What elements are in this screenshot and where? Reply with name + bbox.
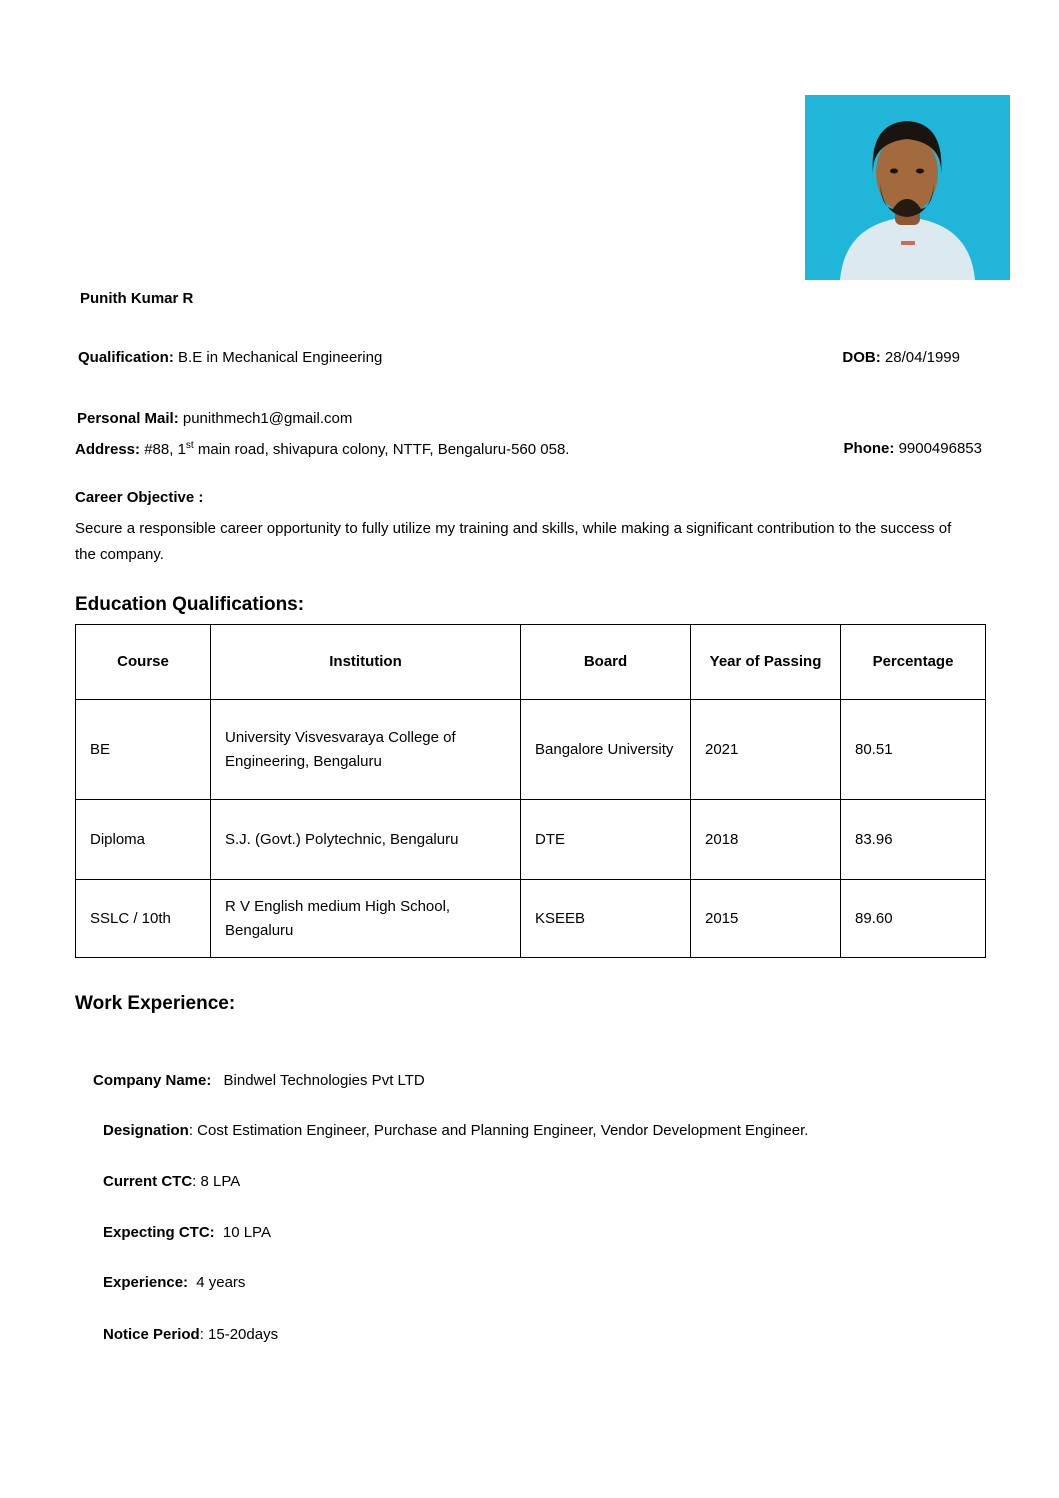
- table-header-row: [76, 625, 986, 700]
- company-name-value: Bindwel Technologies Pvt LTD: [223, 1072, 425, 1089]
- table-row: [76, 800, 986, 880]
- qualification-value: B.E in Mechanical Engineering: [178, 349, 383, 366]
- notice-period-value: : 15-20days: [199, 1326, 279, 1343]
- work-field-expecting-ctc: [103, 1224, 271, 1241]
- work-field-current-ctc: [103, 1173, 240, 1190]
- address-line: [75, 440, 569, 458]
- profile-photo-illustration: [805, 95, 1010, 280]
- table-header-year: Year of Passing: [691, 625, 841, 700]
- phone-line: [844, 440, 982, 458]
- person-eye-right: [916, 169, 924, 174]
- qualification-line: [78, 349, 382, 366]
- qualification-row: [78, 349, 960, 366]
- expecting-ctc-label: Expecting CTC:: [103, 1224, 215, 1241]
- shirt-print: [901, 241, 915, 245]
- table-row: [76, 880, 986, 958]
- cell-percentage: 80.51: [841, 700, 986, 800]
- company-name-label: Company Name:: [93, 1072, 212, 1089]
- table-row: [76, 700, 986, 800]
- person-eye-left: [890, 169, 898, 174]
- education-table-wrap: [75, 624, 986, 958]
- career-objective-heading: Career Objective :: [75, 489, 204, 506]
- cell-institution: University Visvesvaraya College of Engineering, Bengaluru: [211, 700, 521, 800]
- cell-institution: R V English medium High School, Bengaluru: [211, 880, 521, 958]
- cell-course: SSLC / 10th: [76, 880, 211, 958]
- cell-course: BE: [76, 700, 211, 800]
- education-heading: Education Qualifications:: [75, 594, 305, 615]
- education-table: [75, 624, 986, 958]
- notice-period-label: Notice Period: [103, 1326, 200, 1343]
- address-ordinal-suffix: st: [185, 440, 194, 451]
- address-label: Address:: [75, 441, 141, 458]
- cell-course: Diploma: [76, 800, 211, 880]
- personal-mail-line: [77, 410, 352, 427]
- dob-label: DOB:: [842, 349, 881, 366]
- cell-year: 2018: [691, 800, 841, 880]
- dob-line: [842, 349, 960, 366]
- phone-label: Phone:: [843, 440, 895, 457]
- table-header-institution: Institution: [211, 625, 521, 700]
- qualification-label: Qualification:: [78, 349, 174, 366]
- address-row: [75, 440, 982, 458]
- cell-year: 2021: [691, 700, 841, 800]
- address-value: #88, 1st main road, shivapura colony, NTTF, Bengaluru-560 058.: [144, 440, 570, 458]
- cell-board: KSEEB: [521, 880, 691, 958]
- table-header-percentage: Percentage: [841, 625, 986, 700]
- current-ctc-value: : 8 LPA: [192, 1173, 241, 1190]
- cell-percentage: 83.96: [841, 800, 986, 880]
- designation-label: Designation: [103, 1122, 189, 1139]
- designation-value: : Cost Estimation Engineer, Purchase and Planning Engineer, Vendor Development Engineer.: [188, 1122, 809, 1139]
- expecting-ctc-value: 10 LPA: [222, 1224, 271, 1241]
- cell-percentage: 89.60: [841, 880, 986, 958]
- work-field-company-name: [93, 1072, 425, 1089]
- table-header-course: Course: [76, 625, 211, 700]
- cell-year: 2015: [691, 880, 841, 958]
- personal-mail-label: Personal Mail:: [77, 410, 179, 427]
- work-field-notice-period: [103, 1326, 278, 1343]
- work-experience-heading: Work Experience:: [75, 993, 236, 1014]
- candidate-name: Punith Kumar R: [80, 290, 194, 307]
- personal-mail-value: punithmech1@gmail.com: [182, 410, 353, 427]
- cell-board: DTE: [521, 800, 691, 880]
- experience-label: Experience:: [103, 1274, 189, 1291]
- dob-value: 28/04/1999: [884, 349, 960, 366]
- phone-value: 9900496853: [898, 440, 982, 457]
- work-field-designation: [103, 1122, 808, 1139]
- profile-photo: [805, 95, 1010, 280]
- work-field-experience: [103, 1274, 245, 1291]
- table-header-board: Board: [521, 625, 691, 700]
- cell-board: Bangalore University: [521, 700, 691, 800]
- current-ctc-label: Current CTC: [103, 1173, 193, 1190]
- career-objective-text: Secure a responsible career opportunity to fully utilize my training and skills, while making a significant contribution to the success of the company.: [75, 520, 952, 563]
- experience-value: 4 years: [196, 1274, 246, 1291]
- cell-institution: S.J. (Govt.) Polytechnic, Bengaluru: [211, 800, 521, 880]
